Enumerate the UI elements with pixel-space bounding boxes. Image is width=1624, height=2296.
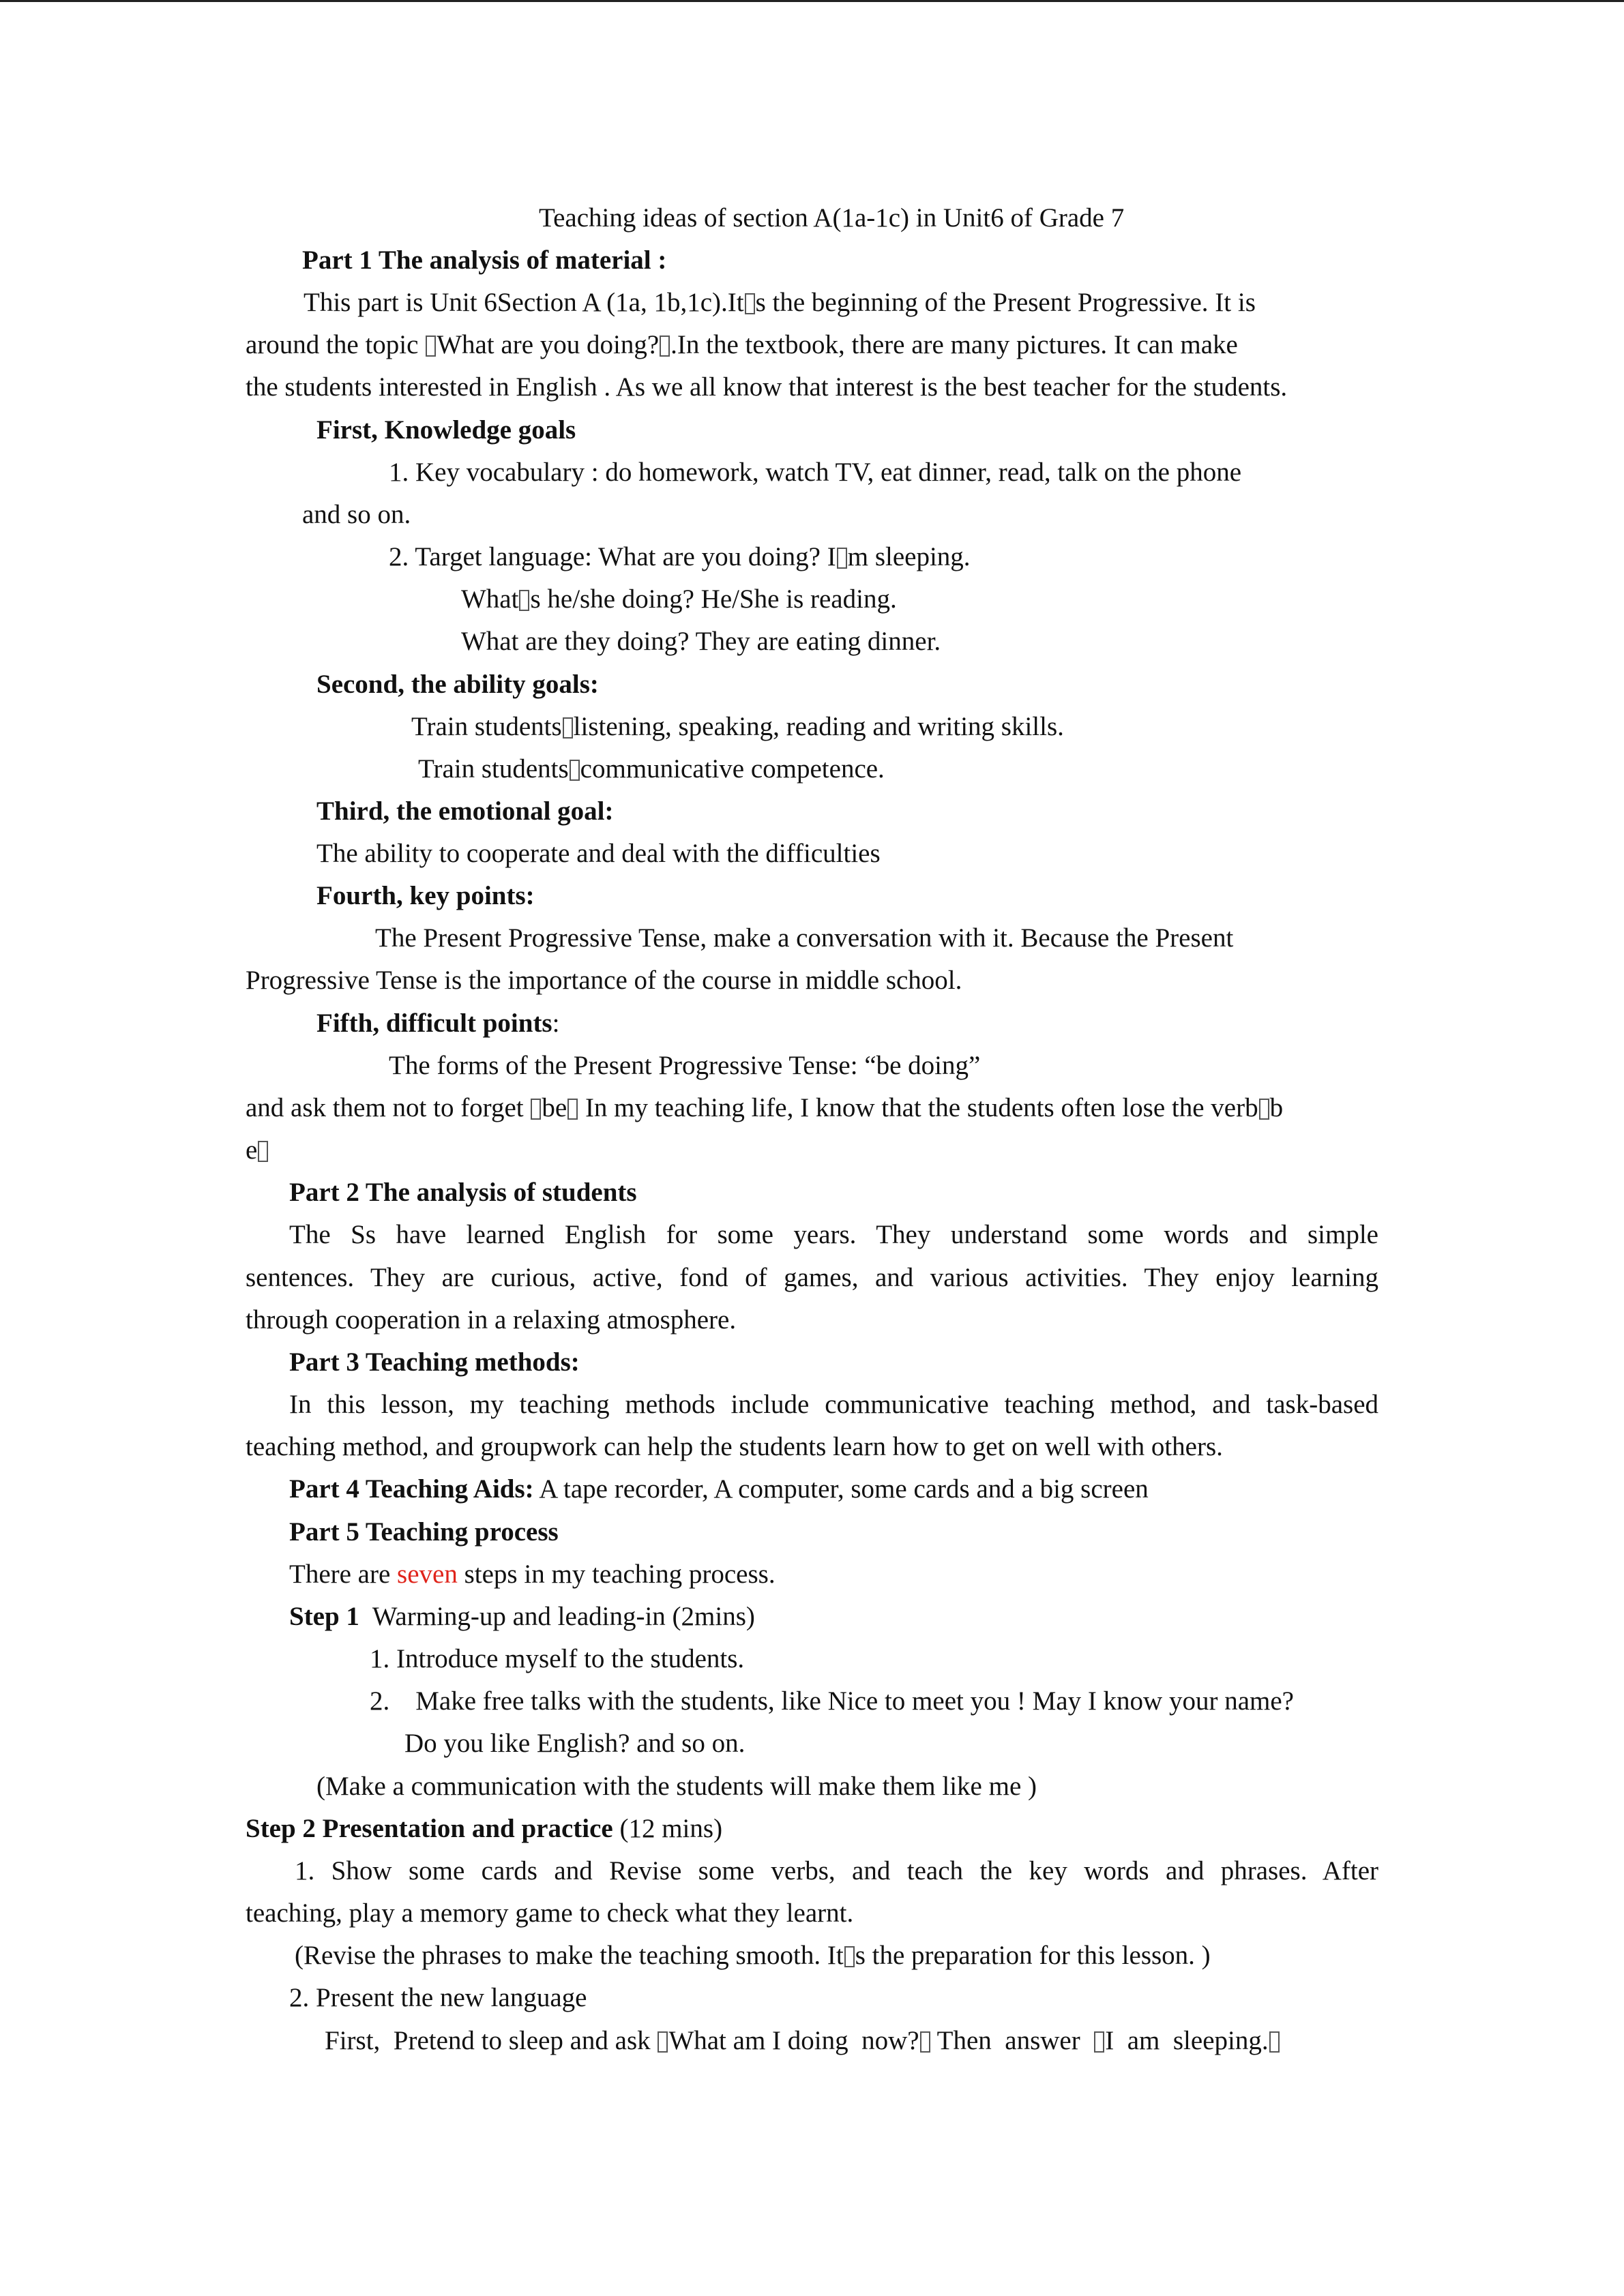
key-vocabulary-line: 1. Key vocabulary : do homework, watch TV, eat dinner, read, talk on the phone [389, 458, 1242, 487]
ability-goals-heading: Second, the ability goals: [316, 670, 599, 699]
missing-glyph-icon [1094, 2031, 1104, 2053]
missing-glyph-icon [837, 548, 847, 569]
missing-glyph-icon [531, 1099, 541, 1120]
emotional-goal-text: The ability to cooperate and deal with the difficulties [316, 839, 881, 868]
emotional-goal-heading: Third, the emotional goal: [316, 796, 614, 826]
part3-heading: Part 3 Teaching methods: [289, 1347, 580, 1377]
step2-first-line: First, Pretend to sleep and ask What am I doing now? Then answer I am sleeping. [325, 2025, 1280, 2057]
part1-heading: Part 1 The analysis of material : [302, 245, 667, 275]
part1-intro-line1: This part is Unit 6Section A (1a, 1b,1c).It s the beginning of the Present Progressive. It is [304, 288, 1256, 317]
step2-item2: 2. Present the new language [289, 1983, 587, 2012]
missing-glyph-icon [258, 1141, 268, 1162]
ability-goal-competence: Train students communicative competence. [418, 754, 885, 784]
steps-count-highlight: seven [397, 1560, 458, 1589]
target-example-they: What are they doing? They are eating dinner. [461, 627, 941, 656]
part2-line1: The Ss have learned English for some years. They understand some words and simple [289, 1220, 1378, 1249]
target-example-he-she: What s he/she doing? He/She is reading. [461, 584, 897, 614]
part1-intro-line3: the students interested in English . As we all know that interest is the best teacher for the students. [246, 372, 1288, 402]
missing-glyph-icon [519, 590, 529, 611]
part2-heading: Part 2 The analysis of students [289, 1178, 637, 1207]
step1-item2-continued: Do you like English? and so on. [404, 1729, 745, 1758]
target-language-line: 2. Target language: What are you doing? I m sleeping. [389, 542, 971, 571]
ability-goal-skills: Train students listening, speaking, reading and writing skills. [411, 712, 1064, 741]
missing-glyph-icon [426, 336, 436, 357]
missing-glyph-icon [1269, 2031, 1280, 2053]
key-points-heading: Fourth, key points: [316, 881, 535, 910]
page-title: Teaching ideas of section A(1a-1c) in Unit6 of Grade 7 [539, 203, 1125, 233]
step2-item1: 1. Show some cards and Revise some verbs, and teach the key words and phrases. After [295, 1856, 1378, 1885]
step2-item1-continued: teaching, play a memory game to check what they learnt. [246, 1898, 854, 1928]
missing-glyph-icon [1259, 1099, 1269, 1120]
part1-intro-line2: around the topic What are you doing? .In the textbook, there are many pictures. It can make [246, 330, 1238, 359]
steps-count-line: There are seven steps in my teaching process. [289, 1560, 776, 1589]
part4-line: Part 4 Teaching Aids: A tape recorder, A computer, some cards and a big screen [289, 1474, 1149, 1504]
missing-glyph-icon [563, 717, 573, 739]
missing-glyph-icon [844, 1946, 855, 1967]
part5-heading: Part 5 Teaching process [289, 1517, 559, 1547]
key-vocabulary-continued: and so on. [302, 500, 411, 529]
step1-heading: Step 1 Warming-up and leading-in (2mins) [289, 1602, 755, 1631]
missing-glyph-icon [920, 2031, 930, 2053]
part2-line3: through cooperation in a relaxing atmosphere. [246, 1305, 737, 1335]
step1-note: (Make a communication with the students will make them like me ) [316, 1772, 1037, 1801]
missing-glyph-icon [660, 336, 670, 357]
step1-item2: 2. Make free talks with the students, like Nice to meet you ! May I know your name? [370, 1686, 1294, 1716]
missing-glyph-icon [745, 293, 755, 314]
missing-glyph-icon [567, 1099, 578, 1120]
step2-note: (Revise the phrases to make the teaching smooth. It s the preparation for this lesson. ) [295, 1941, 1211, 1970]
missing-glyph-icon [570, 760, 580, 781]
part3-line1: In this lesson, my teaching methods include communicative teaching method, and task-based [289, 1390, 1378, 1419]
step1-item1: 1. Introduce myself to the students. [370, 1644, 745, 1673]
difficult-points-line3: e [246, 1134, 269, 1167]
knowledge-goals-heading: First, Knowledge goals [316, 415, 576, 445]
difficult-points-line2: and ask them not to forget be In my teaching life, I know that the students often lose the verb b [246, 1093, 1284, 1122]
page-top-border [0, 0, 1624, 2]
key-points-line1: The Present Progressive Tense, make a conversation with it. Because the Present [375, 923, 1234, 953]
missing-glyph-icon [658, 2031, 668, 2053]
difficult-points-heading: Fifth, difficult points: [316, 1009, 560, 1038]
difficult-points-line1: The forms of the Present Progressive Tense: “be doing” [389, 1051, 981, 1080]
part3-line2: teaching method, and groupwork can help the students learn how to get on well with others. [246, 1432, 1223, 1461]
part2-line2: sentences. They are curious, active, fond of games, and various activities. They enjoy learning [246, 1263, 1378, 1292]
step2-heading: Step 2 Presentation and practice (12 mins) [246, 1814, 723, 1843]
key-points-line2: Progressive Tense is the importance of the course in middle school. [246, 966, 962, 995]
